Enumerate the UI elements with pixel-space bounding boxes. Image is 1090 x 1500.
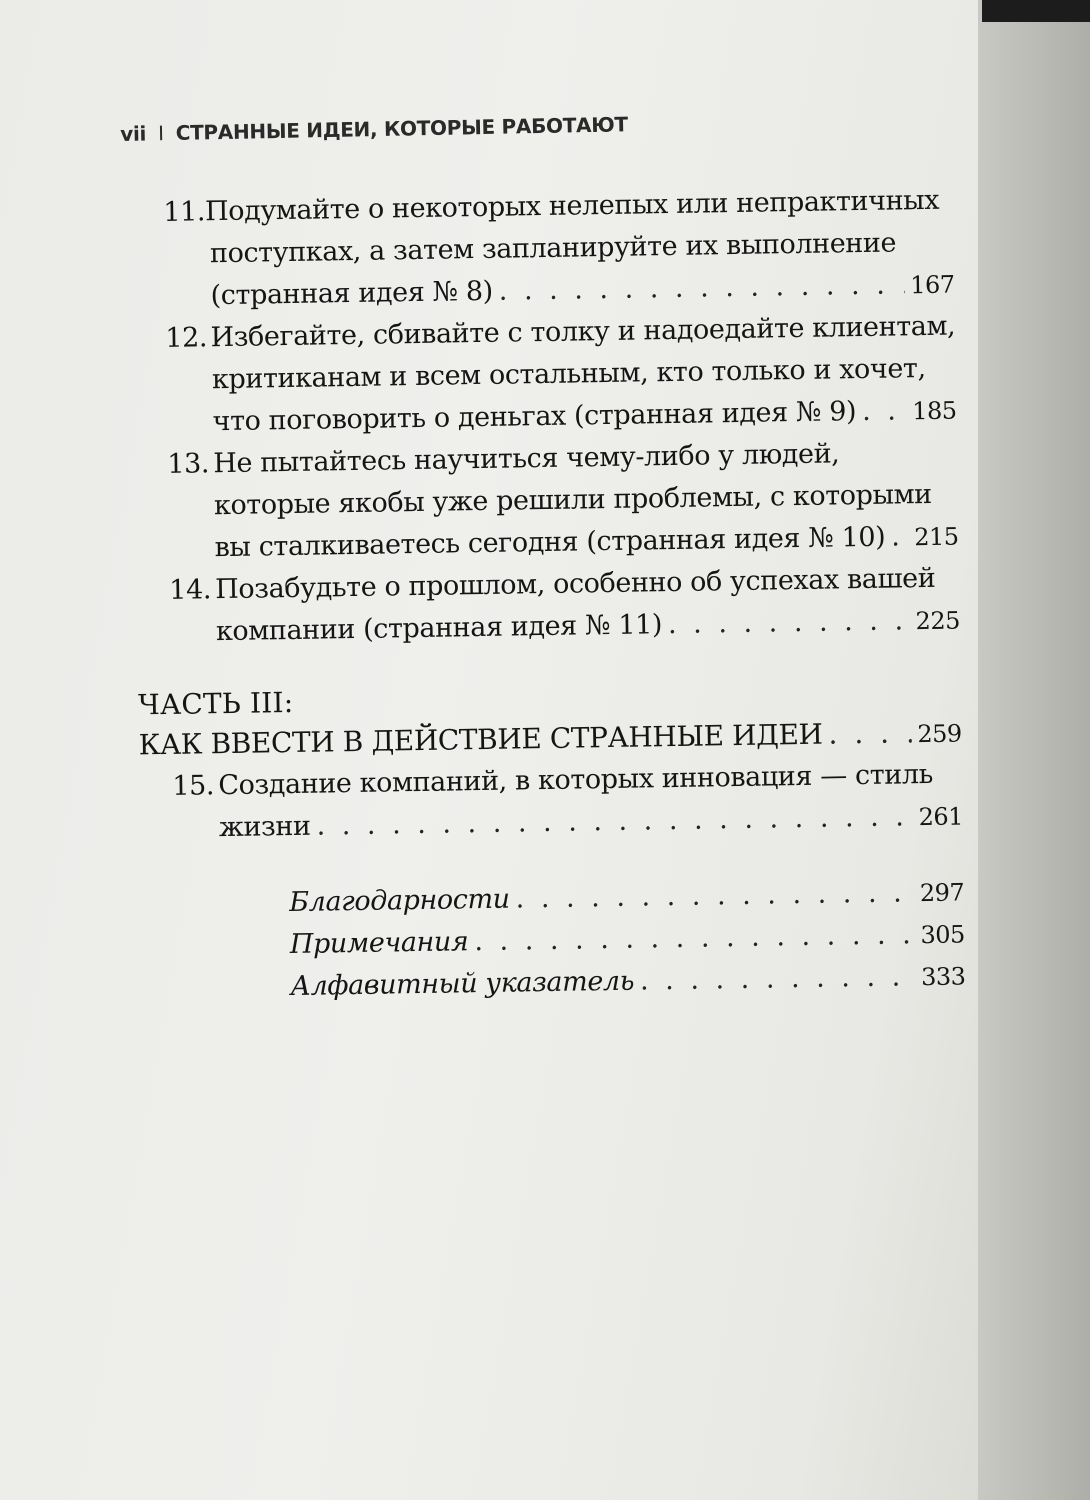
toc-line xyxy=(163,184,940,230)
leader-dots xyxy=(515,876,914,916)
part-title: КАК ВВЕСТИ В ДЕЙСТВИЕ СТРАННЫЕ ИДЕИ xyxy=(138,717,823,762)
leader-dots xyxy=(474,918,915,959)
chapter-title-line: Избегайте, сбивайте с толку и надоедайте клиентам, xyxy=(210,310,956,354)
back-matter-line xyxy=(290,917,965,962)
part-title-line xyxy=(138,715,961,763)
header-page-number: vii xyxy=(120,121,147,146)
chapter-number: 15. xyxy=(172,770,215,802)
part-label: ЧАСТЬ III: xyxy=(137,685,294,722)
toc-line xyxy=(214,478,958,524)
background-corner xyxy=(982,0,1090,22)
chapter-title-line: (странная идея № 8) xyxy=(210,275,494,312)
back-matter-title: Примечания xyxy=(289,926,469,961)
toc-line xyxy=(167,436,957,482)
header-separator: I xyxy=(157,121,164,146)
chapter-title-line: Подумайте о некоторых нелепых или непрактичных xyxy=(204,184,940,228)
toc-line xyxy=(214,520,958,566)
page-edge-shadow xyxy=(978,0,1090,1500)
page-number: 305 xyxy=(920,920,966,950)
back-matter-line xyxy=(290,959,965,1004)
chapter-title-line: вы сталкиваетесь сегодня (странная идея № 10) xyxy=(214,521,886,564)
chapter-title-line: поступках, а затем запланируйте их выполнение xyxy=(209,227,897,270)
header-book-title: СТРАННЫЕ ИДЕИ, КОТОРЫЕ РАБОТАЮТ xyxy=(175,112,628,145)
toc-line xyxy=(219,799,963,845)
chapter-title-line: жизни xyxy=(218,810,311,844)
chapter-number: 12. xyxy=(165,322,208,354)
leader-dots xyxy=(499,268,905,308)
chapter-title-line: компании (странная идея № 11) xyxy=(215,609,663,648)
leader-dots xyxy=(828,716,911,751)
page-number: 259 xyxy=(917,719,962,749)
page-number: 215 xyxy=(914,522,959,552)
chapter-title-line: что поговорить о деньгах (странная идея № 9) xyxy=(212,396,857,438)
page-number: 185 xyxy=(912,396,957,426)
page-number: 167 xyxy=(910,270,955,300)
leader-dots xyxy=(891,520,909,554)
page-number: 333 xyxy=(920,962,966,992)
toc-line xyxy=(210,226,924,271)
leader-dots xyxy=(862,394,907,429)
chapter-title-line: Создание компаний, в которых инновация — стиль xyxy=(218,758,934,802)
toc-line xyxy=(172,757,962,803)
leader-dots xyxy=(640,960,916,998)
page-number: 297 xyxy=(919,878,965,908)
chapter-number: 13. xyxy=(167,448,210,480)
page-number: 225 xyxy=(915,606,961,636)
back-matter-title: Благодарности xyxy=(288,883,510,919)
back-matter-line xyxy=(289,875,964,920)
leader-dots xyxy=(668,604,910,642)
toc-line xyxy=(165,310,955,356)
toc-line xyxy=(210,268,954,314)
back-matter-title: Алфавитный указатель xyxy=(290,965,635,1003)
chapter-title-line: Позабудьте о прошлом, особенно об успехах вашей xyxy=(215,562,936,606)
chapter-number: 11. xyxy=(163,196,206,228)
toc-line xyxy=(212,352,956,398)
leader-dots xyxy=(316,800,913,843)
page-number: 261 xyxy=(918,802,964,832)
toc-line xyxy=(212,394,956,440)
chapter-number: 14. xyxy=(169,574,212,606)
chapter-title-line: которые якобы уже решили проблемы, с которыми xyxy=(213,478,933,522)
chapter-title-line: Не пытайтесь научиться чему-либо у людей, xyxy=(213,438,840,480)
toc-line xyxy=(216,603,960,649)
chapter-title-line: критиканам и всем остальным, кто только и хочет, xyxy=(211,352,926,396)
toc-line xyxy=(169,561,959,607)
